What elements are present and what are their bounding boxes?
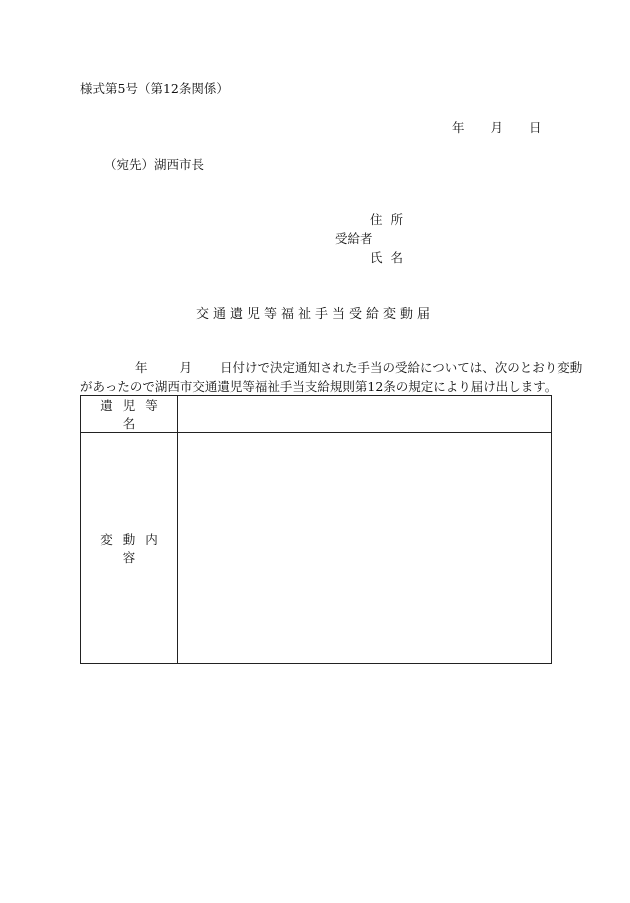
date-year-label: 年 <box>452 120 465 135</box>
document-title: 交通遺児等福祉手当受給変動届 <box>195 307 434 322</box>
change-details-label: 変動内容 <box>81 433 178 664</box>
orphan-name-field[interactable] <box>178 396 552 433</box>
body-year-label: 年 <box>135 360 148 375</box>
addressee: （宛先）湖西市長 <box>104 157 205 172</box>
body-text-line-1 <box>135 358 582 376</box>
table-row-orphan-name <box>81 396 552 433</box>
body-month-label: 月 <box>179 360 193 375</box>
address-label: 住所 <box>370 212 412 227</box>
form-table <box>80 395 552 664</box>
date-day-label: 日 <box>529 120 542 135</box>
table-row-change-details <box>81 433 552 664</box>
body-text-line-2: があったので湖西市交通遺児等福祉手当支給規則第12条の規定により届け出します。 <box>80 379 558 394</box>
recipient-label: 受給者 <box>335 231 373 246</box>
change-details-field[interactable] <box>178 433 552 664</box>
name-label: 氏名 <box>370 250 412 265</box>
orphan-name-label: 遺児等名 <box>81 396 178 433</box>
body-line1-text: 日付けで決定通知された手当の受給については、次のとおり変動 <box>220 360 583 375</box>
form-number: 様式第5号（第12条関係） <box>80 81 229 96</box>
date-line <box>452 118 542 136</box>
date-month-label: 月 <box>490 120 504 135</box>
